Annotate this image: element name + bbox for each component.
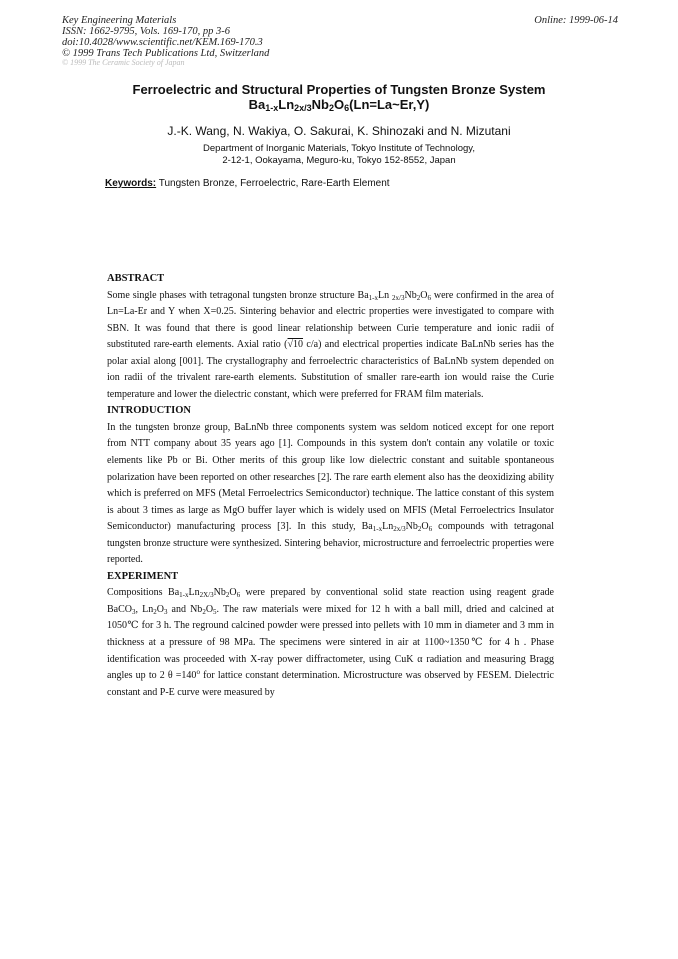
experiment-heading: EXPERIMENT: [107, 570, 179, 582]
copyright-line: © 1999 Trans Tech Publications Ltd, Switzerland: [62, 48, 270, 59]
affiliation: Department of Inorganic Materials, Tokyo Institute of Technology, 2-12-1, Ookayama, Meguro-ku, Tokyo 152-8552, Japan: [203, 143, 475, 166]
keywords: [105, 178, 575, 189]
experiment-paragraph: Compositions $Ba_{1-x}Ln_{2X/3}Nb_2O_6$ were prepared by conventional solid state reaction using reagent grade BaCO$_3$, $Ln_2O_3$ and $Nb_2O_5$. The raw materials were mixed for 12 h with a ball mill, dried and calcined at 1050℃ for 3 h. The reground calcined powder were pressed into pellets with 10 mm in diameter and 3 mm in thickness at a pressure of 98 MPa. The specimens were sintered in air at 1100~1350℃ for 4 h . Phase identification was proceeded with X-ray power diffractometer, using CuK α radiation and measuring Bragg angles up to 2 $\theta =140^o$ for lattice constant determination. Microstructure was observed by FESEM. Dielectric constant and P-E curve were measured by: [107, 587, 555, 698]
author-list: J.-K. Wang, N. Wakiya, O. Sakurai, K. Shinozaki and N. Mizutani: [167, 124, 511, 138]
abstract-heading: ABSTRACT: [107, 273, 165, 284]
issn-line: ISSN: 1662-9795, Vols. 169-170, pp 3-6: [62, 26, 230, 37]
faint-copyright-line: © 1999 The Ceramic Society of Japan: [62, 58, 185, 67]
abstract-paragraph: Some single phases with tetragonal tungsten bronze structure $Ba_{1-x}Ln$ $_{2x/3}Nb_2O_6$ were confirmed in the area of Ln=La-Er and Y when X=0.25. Sintering behavior and electric properties were investigated to compare with SBN. It was found that there is good linear relationship between Curie temperature and ionic radii of substituted rare-earth elements. Axial ratio (√10 c/a) and electrical properties indicate BaLnNb series has the polar axial along [001]. The crystallography and ferroelectric characteristics of BaLnNb system depended on ion radii of the trivalent rare-earth elements. Substitution of smaller rare-earth ion would raise the Curie temperature and lower the dielectric constant, which were preferred for FRAM film materials.: [107, 289, 554, 400]
paper-title: [40, 82, 638, 112]
keywords-text: Tungsten Bronze, Ferroelectric, Rare-Earth Element: [156, 178, 390, 189]
introduction-heading: INTRODUCTION: [107, 405, 192, 417]
title-formula: $Ba_{1-x}Ln_{2x/3}Nb_2O_6(Ln=La\sim Er,Y)$: [248, 97, 430, 113]
introduction-paragraph: In the tungsten bronze group, BaLnNb three components system was seldom noticed except for one report from NTT company about 35 years ago [1]. Compounds in this system don't contain any volatile or toxic elements like Pb or Bi. Other merits of this group like low dielectric constant and suitable spontaneous polarization have been reported on other researches [2]. The rare earth element also has the deoxidizing ability which is preferred on MFS (Metal Ferroelectrics Semiconductor) technique. The lattice constant of this system is about 3 times as large as MgO buffer layer which is widely used on MFIS (Metal Ferroelectrics Insulator Semiconductor) manufacturing process [3]. In this study, $Ba_{1-x}Ln_{2x/3}Nb_2O_6$ compounds with tetragonal tungsten bronze structure were synthesized. Sintering behavior, microstructure and ferroelectric properties were reported.: [107, 421, 554, 566]
paper-body: [107, 271, 554, 701]
online-date: Online: 1999-06-14: [534, 15, 618, 26]
journal-header: [62, 15, 618, 66]
title-line-1: Ferroelectric and Structural Properties of Tungsten Bronze System: [132, 82, 546, 97]
doi-line: doi:10.4028/www.scientific.net/KEM.169-170.3: [62, 37, 263, 48]
keywords-label: Keywords:: [105, 178, 157, 189]
journal-name: Key Engineering Materials: [62, 15, 177, 26]
